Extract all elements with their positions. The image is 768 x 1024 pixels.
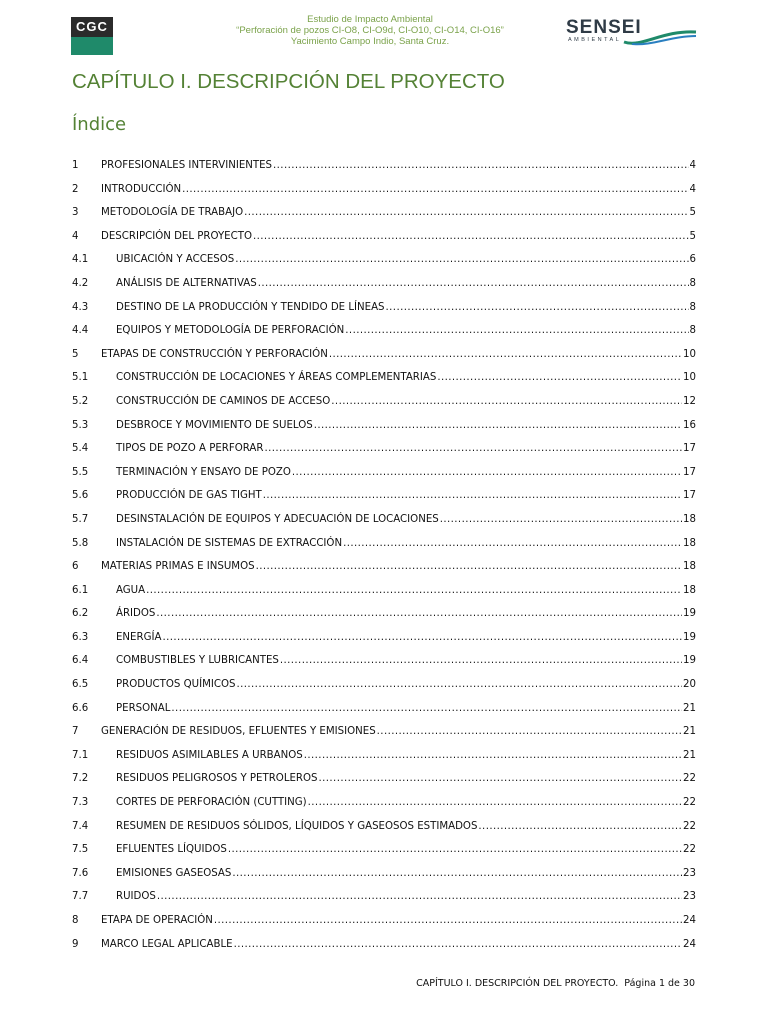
toc-entry-label: UBICACIÓN Y ACCESOS bbox=[116, 254, 235, 266]
toc-entry-page: 21 bbox=[683, 702, 696, 714]
toc-entry-label: ENERGÍA bbox=[116, 631, 162, 643]
toc-entry[interactable] bbox=[72, 767, 696, 791]
toc-dot-leader bbox=[157, 885, 682, 909]
toc-entry-number: 7.6 bbox=[72, 867, 89, 879]
toc-dot-leader bbox=[236, 673, 682, 697]
toc-entry-label: GENERACIÓN DE RESIDUOS, EFLUENTES Y EMISIONES bbox=[101, 726, 376, 738]
toc-dot-leader bbox=[345, 319, 688, 343]
toc-dot-leader bbox=[329, 343, 682, 367]
toc-entry-page: 22 bbox=[683, 797, 696, 809]
toc-entry[interactable] bbox=[72, 649, 696, 673]
toc-dot-leader bbox=[304, 744, 682, 768]
toc-entry-page: 21 bbox=[683, 726, 696, 738]
toc-dot-leader bbox=[244, 201, 688, 225]
toc-entry-label: PRODUCCIÓN DE GAS TIGHT bbox=[116, 490, 262, 502]
toc-dot-leader bbox=[308, 791, 682, 815]
toc-entry-label: PRODUCTOS QUÍMICOS bbox=[116, 679, 236, 691]
toc-entry-number: 7.2 bbox=[72, 773, 89, 785]
toc-entry-number: 6.2 bbox=[72, 608, 89, 620]
toc-entry[interactable] bbox=[72, 178, 696, 202]
toc-entry-page: 18 bbox=[683, 513, 696, 525]
toc-entry[interactable] bbox=[72, 673, 696, 697]
toc-entry-page: 24 bbox=[683, 915, 696, 926]
toc-dot-leader bbox=[146, 579, 682, 603]
cgc-logo-band bbox=[71, 37, 113, 55]
toc-entry-page: 22 bbox=[683, 844, 696, 856]
toc-entry-label: TERMINACIÓN Y ENSAYO DE POZO bbox=[116, 466, 291, 478]
toc-dot-leader bbox=[234, 933, 682, 957]
toc-entry-page: 19 bbox=[683, 655, 696, 667]
toc-entry-label: RESUMEN DE RESIDUOS SÓLIDOS, LÍQUIDOS Y GASEOSOS ESTIMADOS bbox=[116, 820, 478, 832]
toc-entry-number: 6.6 bbox=[72, 702, 89, 714]
toc-entry-page: 16 bbox=[683, 419, 696, 431]
header-line-3: Yacimiento Campo Indio, Santa Cruz. bbox=[290, 36, 450, 47]
toc-dot-leader bbox=[214, 909, 682, 933]
toc-entry[interactable] bbox=[72, 461, 696, 485]
toc-entry-number: 6.3 bbox=[72, 631, 89, 643]
toc-entry-label: MARCO LEGAL APLICABLE bbox=[101, 938, 233, 950]
sensei-logo-subtitle: AMBIENTAL bbox=[568, 37, 622, 43]
toc-entry-label: PERSONAL bbox=[116, 702, 171, 714]
toc-dot-leader bbox=[377, 720, 682, 744]
toc-entry[interactable] bbox=[72, 579, 696, 603]
toc-entry-number: 4.3 bbox=[72, 301, 89, 313]
toc-entry-label: ETAPA DE OPERACIÓN bbox=[101, 915, 213, 926]
toc-entry-label: CORTES DE PERFORACIÓN (CUTTING) bbox=[116, 797, 307, 809]
toc-entry-number: 7.1 bbox=[72, 749, 89, 761]
toc-entry-page: 4 bbox=[689, 160, 696, 171]
toc-entry-number: 1 bbox=[72, 160, 79, 171]
toc-entry-page: 6 bbox=[689, 254, 696, 266]
page-footer bbox=[416, 978, 695, 989]
toc-entry-label: CONSTRUCCIÓN DE CAMINOS DE ACCESO bbox=[116, 395, 331, 407]
toc-entry-number: 9 bbox=[72, 938, 79, 950]
chapter-title: CAPÍTULO I. DESCRIPCIÓN DEL PROYECTO bbox=[72, 70, 505, 93]
toc-entry-label: ÁRIDOS bbox=[116, 608, 156, 620]
toc-dot-leader bbox=[235, 248, 688, 272]
toc-entry-page: 10 bbox=[683, 372, 696, 384]
toc-entry-label: CONSTRUCCIÓN DE LOCACIONES Y ÁREAS COMPLEMENTARIAS bbox=[116, 372, 437, 384]
toc-entry-label: EQUIPOS Y METODOLOGÍA DE PERFORACIÓN bbox=[116, 325, 345, 337]
toc-entry[interactable] bbox=[72, 366, 696, 390]
toc-entry-number: 5.6 bbox=[72, 490, 89, 502]
toc-dot-leader bbox=[228, 838, 682, 862]
toc-entry-number: 3 bbox=[72, 207, 79, 219]
toc-entry-label: PROFESIONALES INTERVINIENTES bbox=[101, 160, 273, 171]
toc-entry-label: ETAPAS DE CONSTRUCCIÓN Y PERFORACIÓN bbox=[101, 348, 328, 360]
index-title: Índice bbox=[72, 114, 127, 135]
toc-entry[interactable] bbox=[72, 838, 696, 862]
toc-entry-page: 24 bbox=[683, 938, 696, 950]
toc-entry-label: INSTALACIÓN DE SISTEMAS DE EXTRACCIÓN bbox=[116, 537, 343, 549]
header-study-info bbox=[200, 14, 540, 47]
toc-entry-number: 5.3 bbox=[72, 419, 89, 431]
toc-entry-label: DESCRIPCIÓN DEL PROYECTO bbox=[101, 230, 252, 242]
toc-entry-page: 20 bbox=[683, 679, 696, 691]
toc-entry-page: 22 bbox=[683, 820, 696, 832]
toc-entry[interactable] bbox=[72, 296, 696, 320]
toc-dot-leader bbox=[256, 555, 682, 579]
toc-dot-leader bbox=[273, 154, 688, 178]
toc-dot-leader bbox=[280, 649, 682, 673]
toc-entry[interactable] bbox=[72, 225, 696, 249]
toc-entry-number: 2 bbox=[72, 183, 79, 195]
toc-entry-number: 6.1 bbox=[72, 584, 89, 596]
toc-dot-leader bbox=[386, 296, 689, 320]
toc-entry[interactable] bbox=[72, 437, 696, 461]
toc-entry-number: 5 bbox=[72, 348, 79, 360]
toc-dot-leader bbox=[253, 225, 689, 249]
toc-entry-number: 5.8 bbox=[72, 537, 89, 549]
toc-dot-leader bbox=[343, 532, 682, 556]
toc-entry-label: DESBROCE Y MOVIMIENTO DE SUELOS bbox=[116, 419, 313, 431]
toc-entry-number: 4.2 bbox=[72, 277, 89, 289]
toc-entry-number: 7.7 bbox=[72, 891, 89, 903]
toc-entry-label: RESIDUOS PELIGROSOS Y PETROLEROS bbox=[116, 773, 318, 785]
toc-entry-label: COMBUSTIBLES Y LUBRICANTES bbox=[116, 655, 279, 667]
toc-entry-number: 5.5 bbox=[72, 466, 89, 478]
footer-page-number: Página 1 de 30 bbox=[624, 978, 695, 989]
toc-entry-label: ANÁLISIS DE ALTERNATIVAS bbox=[116, 277, 257, 289]
toc-entry-page: 8 bbox=[689, 325, 696, 337]
toc-entry[interactable] bbox=[72, 697, 696, 721]
toc-entry-number: 5.1 bbox=[72, 372, 89, 384]
toc-entry-page: 17 bbox=[683, 466, 696, 478]
toc-entry-page: 17 bbox=[683, 443, 696, 455]
toc-entry[interactable] bbox=[72, 791, 696, 815]
toc-entry[interactable] bbox=[72, 744, 696, 768]
toc-entry-page: 23 bbox=[683, 891, 696, 903]
toc-dot-leader bbox=[292, 461, 682, 485]
toc-entry-page: 19 bbox=[683, 631, 696, 643]
toc-dot-leader bbox=[171, 697, 682, 721]
toc-entry-page: 18 bbox=[683, 584, 696, 596]
toc-entry[interactable] bbox=[72, 602, 696, 626]
toc-entry-number: 5.2 bbox=[72, 395, 89, 407]
toc-dot-leader bbox=[156, 602, 682, 626]
toc-entry-number: 7.4 bbox=[72, 820, 89, 832]
toc-dot-leader bbox=[232, 862, 682, 886]
toc-entry-label: DESINSTALACIÓN DE EQUIPOS Y ADECUACIÓN DE LOCACIONES bbox=[116, 513, 439, 525]
sensei-logo bbox=[566, 18, 698, 48]
toc-entry-number: 4.1 bbox=[72, 254, 89, 266]
toc-entry[interactable] bbox=[72, 248, 696, 272]
toc-entry-page: 17 bbox=[683, 490, 696, 502]
toc-entry-page: 18 bbox=[683, 561, 696, 573]
toc-entry[interactable] bbox=[72, 815, 696, 839]
toc-entry-page: 10 bbox=[683, 348, 696, 360]
toc-entry-page: 8 bbox=[689, 301, 696, 313]
toc-entry[interactable] bbox=[72, 390, 696, 414]
toc-entry-label: METODOLOGÍA DE TRABAJO bbox=[101, 207, 244, 219]
toc-entry[interactable] bbox=[72, 201, 696, 225]
toc-entry[interactable] bbox=[72, 154, 696, 178]
toc-entry-page: 8 bbox=[689, 277, 696, 289]
toc-entry-label: INTRODUCCIÓN bbox=[101, 183, 182, 195]
toc-entry[interactable] bbox=[72, 414, 696, 438]
toc-entry-number: 7.5 bbox=[72, 844, 89, 856]
toc-entry[interactable] bbox=[72, 933, 696, 957]
toc-dot-leader bbox=[182, 178, 688, 202]
toc-entry[interactable] bbox=[72, 272, 696, 296]
toc-entry-label: AGUA bbox=[116, 584, 146, 596]
toc-entry-number: 4.4 bbox=[72, 325, 89, 337]
toc-entry[interactable] bbox=[72, 862, 696, 886]
toc-entry-page: 22 bbox=[683, 773, 696, 785]
header-line-2: “Perforación de pozos CI-O8, CI-O9d, CI-O10, CI-O14, CI-O16” bbox=[236, 25, 504, 36]
toc-entry[interactable] bbox=[72, 909, 696, 933]
toc-entry[interactable] bbox=[72, 319, 696, 343]
toc-entry-label: MATERIAS PRIMAS E INSUMOS bbox=[101, 561, 255, 573]
toc-entry[interactable] bbox=[72, 885, 696, 909]
toc-entry-page: 23 bbox=[683, 867, 696, 879]
toc-entry-page: 5 bbox=[689, 230, 696, 242]
toc-entry-label: EFLUENTES LÍQUIDOS bbox=[116, 844, 227, 856]
toc-dot-leader bbox=[314, 414, 682, 438]
toc-dot-leader bbox=[440, 508, 682, 532]
toc-entry-number: 4 bbox=[72, 230, 79, 242]
toc-entry-number: 7.3 bbox=[72, 797, 89, 809]
toc-dot-leader bbox=[162, 626, 682, 650]
toc-entry[interactable] bbox=[72, 508, 696, 532]
toc-dot-leader bbox=[478, 815, 682, 839]
sensei-logo-name: SENSEI bbox=[566, 17, 642, 38]
toc-entry-label: RUIDOS bbox=[116, 891, 156, 903]
toc-entry-page: 5 bbox=[689, 207, 696, 219]
footer-chapter: CAPÍTULO I. DESCRIPCIÓN DEL PROYECTO. bbox=[416, 978, 619, 989]
toc-dot-leader bbox=[264, 437, 682, 461]
toc-entry[interactable] bbox=[72, 720, 696, 744]
toc-entry-label: EMISIONES GASEOSAS bbox=[116, 867, 232, 879]
toc-entry[interactable] bbox=[72, 343, 696, 367]
toc-entry-number: 6 bbox=[72, 561, 79, 573]
toc-entry-label: RESIDUOS ASIMILABLES A URBANOS bbox=[116, 749, 303, 761]
cgc-logo bbox=[71, 17, 113, 55]
swoosh-icon bbox=[622, 26, 698, 46]
toc-entry-number: 6.4 bbox=[72, 655, 89, 667]
toc-entry[interactable] bbox=[72, 484, 696, 508]
toc-entry-number: 5.7 bbox=[72, 513, 89, 525]
toc-dot-leader bbox=[319, 767, 683, 791]
toc-entry[interactable] bbox=[72, 626, 696, 650]
toc-dot-leader bbox=[437, 366, 682, 390]
toc-entry-number: 5.4 bbox=[72, 443, 89, 455]
toc-entry[interactable] bbox=[72, 532, 696, 556]
toc-dot-leader bbox=[263, 484, 682, 508]
toc-entry-number: 8 bbox=[72, 915, 79, 926]
toc-entry-number: 7 bbox=[72, 726, 79, 738]
toc-entry-page: 19 bbox=[683, 608, 696, 620]
toc-dot-leader bbox=[331, 390, 682, 414]
toc-entry-page: 18 bbox=[683, 537, 696, 549]
toc-entry-label: DESTINO DE LA PRODUCCIÓN Y TENDIDO DE LÍNEAS bbox=[116, 301, 385, 313]
toc-entry-number: 6.5 bbox=[72, 679, 89, 691]
toc-entry-label: TIPOS DE POZO A PERFORAR bbox=[116, 443, 264, 455]
toc-entry-page: 21 bbox=[683, 749, 696, 761]
header-line-1: Estudio de Impacto Ambiental bbox=[307, 14, 433, 25]
toc-entry-page: 4 bbox=[689, 183, 696, 195]
toc-entry[interactable] bbox=[72, 555, 696, 579]
toc-entry-page: 12 bbox=[683, 395, 696, 407]
toc-dot-leader bbox=[258, 272, 689, 296]
table-of-contents bbox=[72, 154, 696, 956]
cgc-logo-text: CGC bbox=[71, 17, 113, 37]
